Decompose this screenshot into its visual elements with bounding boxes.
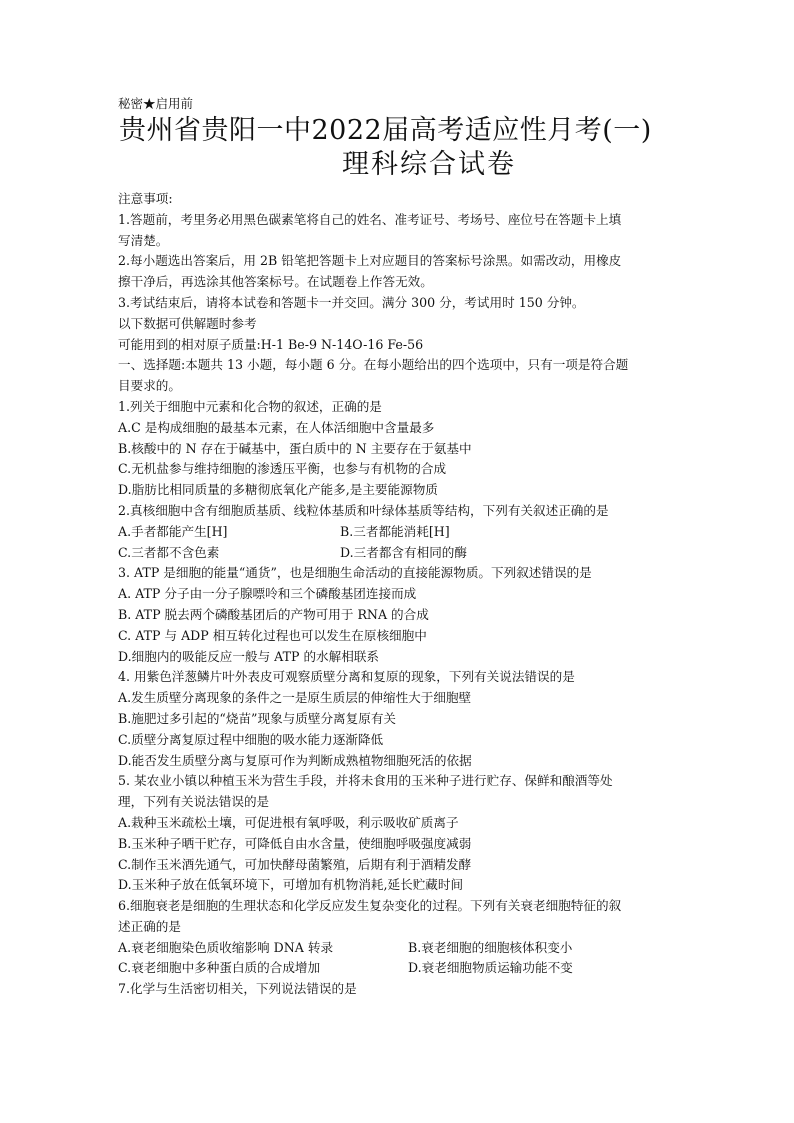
atomic-masses: 可能用到的相对原子质量:H-1 Be-9 N-14O-16 Fe-56 (118, 336, 424, 352)
option-c: C.制作玉米酒先通气，可加快酵母菌繁殖，后期有利于酒精发酵 (118, 856, 472, 872)
section-heading: 一、选择题:本题共 13 小题，每小题 6 分。在每小题给出的四个选项中，只有一项是符合题 (118, 357, 629, 373)
option-row (118, 522, 688, 543)
question-3 (118, 563, 688, 667)
reference-note: 以下数据可供解题时参考 (118, 315, 257, 331)
option-a: A.手者都能产生[H] (118, 523, 228, 539)
option-a: A.衰老细胞染色质收缩影响 DNA 转录 (118, 939, 334, 955)
option-d: D.细胞内的吸能反应一般与 ATP 的水解相联系 (118, 648, 380, 664)
question-2 (118, 501, 688, 563)
option-a: A.栽种玉米疏松土壤，可促进根有氧呼吸，利示吸收矿质离子 (118, 814, 459, 830)
option-b: B.衰老细胞的细胞核体积变小 (408, 939, 573, 955)
option-a: A. ATP 分子由一分子腺嘌呤和三个磷酸基团连接而成 (118, 586, 417, 602)
option-d: D.脂肪比相同质量的多糖彻底氧化产能多,是主要能源物质 (118, 482, 438, 498)
exam-subtitle: 理科综合试卷 (342, 149, 516, 180)
question-stem: 3. ATP 是细胞的能量“通货”，也是细胞生命活动的直接能源物质。下列叙述错误的是 (118, 565, 592, 581)
secret-label: 秘密★启用前 (118, 96, 194, 111)
exam-page (118, 96, 688, 1000)
option-a: A.发生质壁分离现象的条件之一是原生质层的伸缩性大于细胞壁 (118, 690, 472, 706)
option-b: B.核酸中的 N 存在于碱基中，蛋白质中的 N 主要存在于氨基中 (118, 440, 472, 456)
notice-item-2-cont: 擦干净后，再选涂其他答案标号。在试题卷上作答无效。 (118, 274, 433, 290)
notice-item-1: 1.答题前，考里务必用黑色碳素笔将自己的姓名、准考证号、考场号、座位号在答题卡上填 (118, 211, 622, 227)
section-heading-cont: 目要求的。 (118, 378, 181, 394)
question-stem: 6.细胞衰老是细胞的生理状态和化学反应发生复杂变化的过程。下列有关衰老细胞特征的叙 (118, 898, 622, 914)
question-stem: 7.化学与生活密切相关，下列说法错误的是 (118, 981, 357, 997)
question-4 (118, 667, 688, 771)
option-c: C. ATP 与 ADP 相互转化过程也可以发生在原核细胞中 (118, 627, 427, 643)
exam-title: 贵州省贵阳一中2022届高考适应性月考(一) (119, 115, 652, 146)
question-stem: 1.列关于细胞中元素和化合物的叙述，正确的是 (118, 398, 382, 414)
question-stem: 4. 用紫色洋葱鳞片叶外表皮可观察质壁分离和复原的现象，下列有关说法错误的是 (118, 669, 575, 685)
option-row (118, 543, 688, 564)
option-c: C.衰老细胞中多种蛋白质的合成增加 (118, 960, 321, 976)
option-row (118, 938, 688, 959)
option-b: B. ATP 脱去两个磷酸基团后的产物可用于 RNA 的合成 (118, 606, 429, 622)
question-6 (118, 896, 688, 979)
option-b: B.玉米种子晒干贮存，可降低自由水含量，使细胞呼吸强度减弱 (118, 835, 472, 851)
question-5 (118, 771, 688, 896)
notice-item-3: 3.考试结束后，请将本试卷和答题卡一并交回。满分 300 分，考试用时 150 分钟。 (118, 294, 585, 310)
option-d: D.能否发生质壁分离与复原可作为判断成熟植物细胞死活的依据 (118, 752, 472, 768)
notice-heading: 注意事项: (118, 191, 173, 206)
notice-item-1-cont: 写清楚。 (118, 232, 169, 248)
question-7 (118, 979, 688, 1000)
option-b: B.施肥过多引起的“烧苗”现象与质壁分离复原有关 (118, 710, 397, 726)
option-d: D.玉米种子放在低氧环境下，可增加有机物消耗,延长贮藏时间 (118, 877, 464, 893)
question-stem: 2.真核细胞中含有细胞质基质、线粒体基质和叶绿体基质等结构，下列有关叙述正确的是 (118, 502, 609, 518)
option-b: B.三者都能消耗[H] (340, 523, 450, 539)
option-a: A.C 是构成细胞的最基本元素，在人体活细胞中含量最多 (118, 419, 435, 435)
notice-section (118, 189, 688, 355)
notice-item-2: 2.每小题选出答案后，用 2B 铅笔把答题卡上对应题目的答案标号涂黑。如需改动，用橡皮 (118, 253, 622, 269)
question-stem-cont: 理，下列有关说法错误的是 (118, 794, 270, 810)
option-d: D.三者都含有相同的酶 (340, 544, 467, 560)
option-d: D.衰老细胞物质运输功能不变 (408, 960, 573, 976)
question-stem: 5. 某农业小镇以种植玉米为营生手段，并将未食用的玉米种子进行贮存、保鲜和酿酒等处 (118, 773, 613, 789)
option-c: C.三者都不含色素 (118, 544, 220, 560)
option-c: C.无机盐参与维持细胞的渗透压平衡，也参与有机物的合成 (118, 461, 447, 477)
option-c: C.质壁分离复原过程中细胞的吸水能力逐渐降低 (118, 731, 384, 747)
option-row (118, 958, 688, 979)
question-1 (118, 397, 688, 501)
question-stem-cont: 述正确的是 (118, 918, 181, 934)
